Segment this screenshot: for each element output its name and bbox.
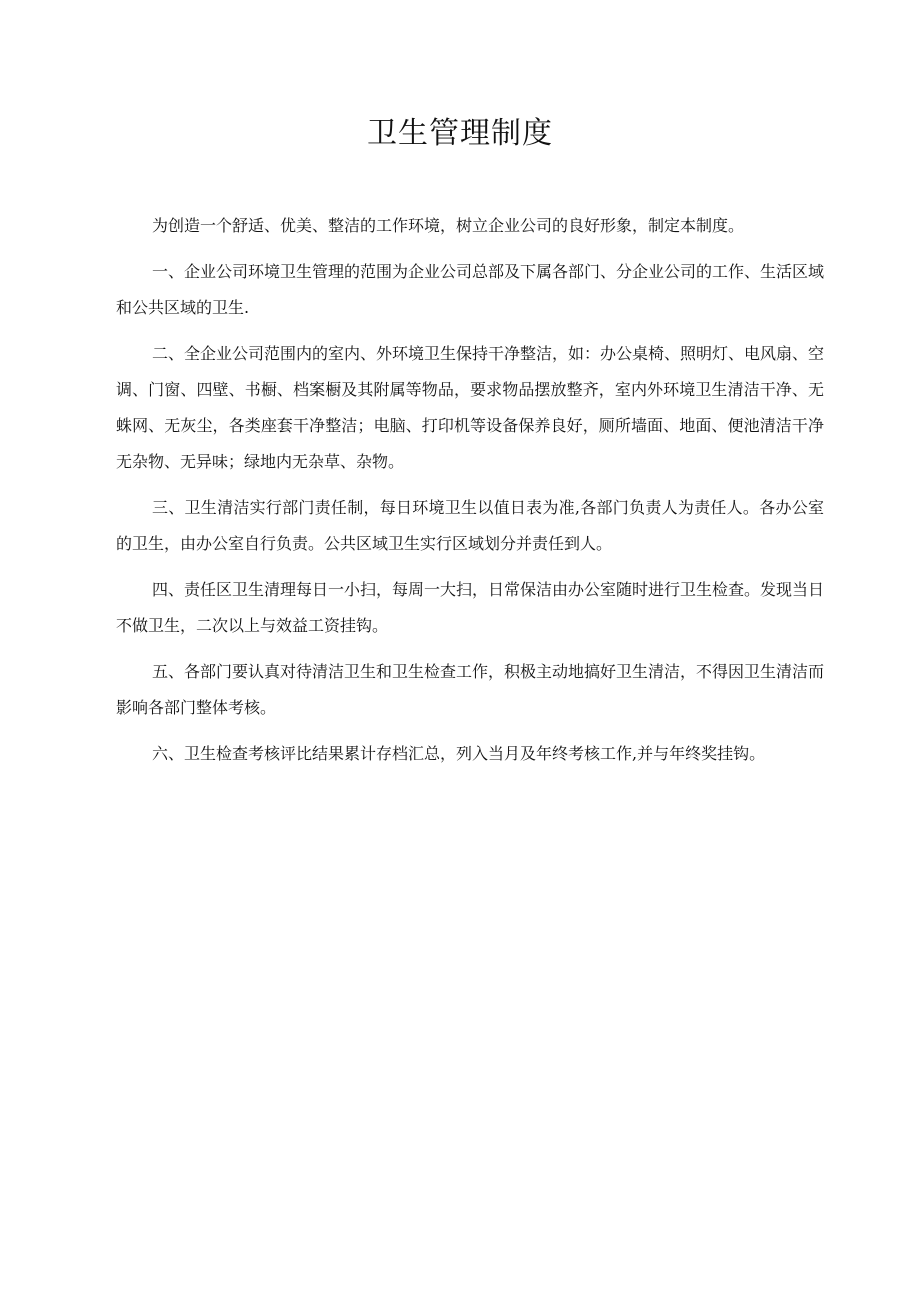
paragraph-6-assessment: 六、卫生检查考核评比结果累计存档汇总，列入当月及年终考核工作,并与年终奖挂钩。 — [152, 744, 766, 763]
document-body — [116, 208, 824, 782]
paragraph-2-cleanliness: 二、全企业公司范围内的室内、外环境卫生保持干净整洁，如：办公桌椅、照明灯、电风扇、空调、门窗、四壁、书橱、档案橱及其附属等物品，要求物品摆放整齐，室内外环境卫生清洁干净、无蛛网、无灰尘，各类座套干净整洁；电脑、打印机等设备保养良好，厕所墙面、地面、便池清洁干净无杂物、无异味；绿地内无杂草、杂物。 — [116, 344, 825, 471]
paragraph-intro: 为创造一个舒适、优美、整洁的工作环境，树立企业公司的良好形象，制定本制度。 — [152, 216, 745, 235]
paragraph-5-attitude: 五、各部门要认真对待清洁卫生和卫生检查工作，积极主动地搞好卫生清洁，不得因卫生清洁而影响各部门整体考核。 — [116, 662, 825, 717]
document-title: 卫生管理制度 — [367, 116, 553, 151]
paragraph-4-cleaning-schedule: 四、责任区卫生清理每日一小扫，每周一大扫，日常保洁由办公室随时进行卫生检查。发现当日不做卫生，二次以上与效益工资挂钩。 — [116, 580, 825, 635]
paragraph-3-responsibility: 三、卫生清洁实行部门责任制，每日环境卫生以值日表为准,各部门负责人为责任人。各办公室的卫生，由办公室自行负责。公共区域卫生实行区域划分并责任到人。 — [116, 498, 824, 553]
paragraph-1-scope: 一、企业公司环境卫生管理的范围为企业公司总部及下属各部门、分企业公司的工作、生活区域和公共区域的卫生. — [116, 262, 825, 317]
